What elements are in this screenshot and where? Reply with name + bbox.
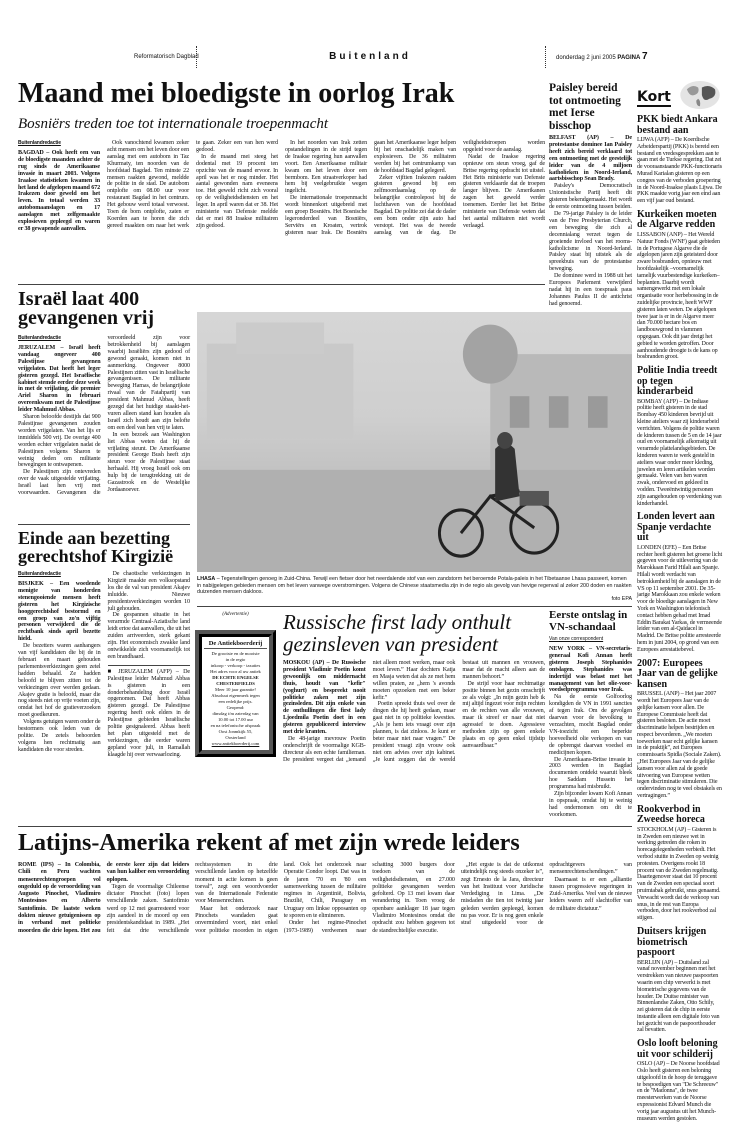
globe-icon <box>679 80 721 110</box>
byline: Buitenlandredactie <box>18 571 61 577</box>
ad-title: De Antiekboerderij <box>204 640 267 649</box>
kort-text: OSLO (AP) – De Noorse hoofdstad Oslo heeft gisteren een beloning uitgeloofd in de hoop de teruggave te bespoedigen van "De Schreeuw" en de "Madonna", de twee meesterwerken van de Noorse expressionist Edvard Munch die vorig jaar augustus uit het Munch-museum werden gestolen. <box>637 1061 720 1122</box>
paisley-body <box>549 135 632 308</box>
paragraph: Nadat de Iraakse regering opnieuw om steun vroeg, gaf de Britse regering opdracht tot uitstel. Het Brits ministerie van Defensie gisteren verklaarde dat de troepen langer blijven. De Amerikanen zagen het geweld verder toenemen. Eerder liet het Britse ministerie van Defensie weten dat het aantal militairen niet wordt verlaagd. <box>463 153 545 229</box>
paragraph: De chaotische verkiezingen in Kirgizië maakte een volksopstand los die de val van president Akajev inluidde. Nieuwe presidentsverkiezingen worden 10 juli gehouden. <box>107 571 190 612</box>
paragraph: BELFAST (AP) – De protestantse dominee Ian Paisley heeft zich bereid verklaard tot een ontmoeting met de geestelijk leider van de 4 miljoen katholieken in Noord-Ierland, aartsbisschop Sean Brady. <box>549 135 632 183</box>
date-page <box>556 51 648 62</box>
paragraph: Poetin spreekt thuis wel over de dingen die hij heeft gedaan, maar gaat niet in op politieke kwesties. „Als je hem iets vraagt over zijn plannen, is dat zinloos. Je kunt er beter maar niet naar vragen.” De president vraagt zijn vrouw ook niet om advies over zijn kabinet. „Je kunt zeggen dat de wereld bestaat uit mannen en vrouwen, maar dat de macht alleen aan de mannen behoort.” <box>372 660 545 763</box>
paragraph: Ook vanochtend kwamen zeker acht mensen om het leven door een aanslag met een autobom in Taz Khurmaty, ten noorden van de hoofdstad Bagdad. Ten minste 22 mensen raakten gewond, meldde de politie in de stad. De autobom ontplofte om 08.00 uur voor restaurant Bagdad in het centrum. Het gebouw werd totaal verwoest. Toen de bom ontplofte, zaten er Koerden aan te horen die zich gereed maakten om naar het werk te gaan. Zeker een van hen werd gedood. <box>107 140 278 229</box>
header-divider <box>545 46 546 68</box>
kort-headline: 2007: Europees Jaar van de gelijke kansen <box>637 657 718 690</box>
paragraph: De Palestijnen zijn ontevreden over de vaak uitgestelde vrijlating. Israël laat hen vrij met voorwaarden. Gevangenen die veroordeeld zijn voor betrokkenheid bij aanslagen waarbij Israëliërs zijn gedood of gewond geraakt, komen niet in aanmerking. Ongeveer 8000 Palestijnen zitten vast in Israëlische gevangenissen. De militante beweging Hamas, de belangrijkste rivaal van de Fatahpartij van president Mahmud Abbas, heeft gezegd dat het huidige staakt-het-vuren alleen stand kan houden als Israël zich houdt aan zijn belofte om een deel van hen vrij te laten. <box>18 335 190 497</box>
kort-text: BOMBAY (AFP) – De Indiase politie heeft gisteren in de stad Bombay 450 kinderen bevrijd uit kleine ateliers waar zij kinderarbeid verrichten. Volgens de politie waren de kinderen tussen de 5 en de 14 jaar oud en voornamelijk afkomstig uit verarmde plattelandsgebieden. De kinderen waren te werk gesteld in ateliers waar onder meer kleding, juwelen en leren artikelen worden gemaakt. Velen van hen waren zwak, ondervoed en gekleed in vodden. Tweeëntwintig personen zijn aangehouden op verdenking van kinderhandel. <box>637 398 722 507</box>
ad-website-link[interactable]: www.antiekboerderij.com <box>211 741 260 746</box>
kort-text: BRUSSEL (ANP) – Het jaar 2007 wordt het Europees Jaar van de gelijke kansen voor allen. De Europese Commissie heeft dat gisteren besloten. De actie moet discriminatie helpen bestrijden en respect bevorderen. „We moeten toewerken naar echt gelijke kansen in de praktijk”, zei Europees commissaris Spidla (Sociale Zaken). „Het Europees Jaar van de gelijke kansen voor allen zal de goede uitvoering van Europese wetten tegen discriminatie stimuleren. Die ondervinden nog te veel obstakels en vertragingen.” <box>637 691 722 800</box>
paragraph: De dominee werd in 1988 uit het Europees Parlement verwijderd nadat hij in een toespraak paus Johannes Paulus II de antichrist had genoemd. <box>549 273 632 307</box>
ad-line: dinsdag t/m zaterdag van <box>212 711 259 716</box>
eerste-body <box>549 646 632 819</box>
date: donderdag 2 juni 2005 <box>556 55 616 61</box>
paragraph: BISJKEK – Een woedende menigte van honderden stenengooiende mensen heeft gisteren het Kirgizische hooggerechtshof bestormd en een groep van zo'n vijftig personen verwijderd die de rechtbank sinds april bezette hield. <box>18 581 101 643</box>
einde-headline: Einde aan bezetting gerechtshof Kirgizië <box>18 528 174 566</box>
divider <box>18 284 545 285</box>
divider <box>197 606 632 607</box>
divider <box>18 524 190 525</box>
russische-headline: Russische first lady onthult gezinsleven van president <box>283 610 512 656</box>
paragraph: Paisley's Democratisch Unionistische Partij heeft dit gisteren bekendgemaakt. Het wordt de eerste ontmoeting tussen beiden. <box>549 183 632 211</box>
kort-headline: Duitsers krijgen biometrisch paspoort <box>637 926 707 959</box>
paragraph: Na de eerste Golfoorlog kondigden de VN in 1991 sancties af tegen Irak. Om de gevolgen daarvan voor de bevolking te verzachten, mocht Bagdad onder VN-toezicht een beperkte hoeveelheid olie verkopen en van de opbrengst daarvan voedsel en medicijnen kopen. <box>549 694 632 756</box>
photo-credit: foto EPA <box>611 595 632 602</box>
main-headline: Maand mei bloedigste in oorlog Irak <box>18 78 455 109</box>
israel-headline: Israël laat 400 gevangenen vrij <box>18 288 155 329</box>
russische-body <box>283 660 545 764</box>
paragraph: De strijd voor haar rechtmatige positie binnen het gezin omschrijft ze als volgt: „In mijn gezin heb ik mij altijd ingezet voor mijn rechten en de rechten van alle vrouwen, maar ik streef er naar dat niet agressief te doen. Agressieve methoden zijn op geen enkele plaats en op geen enkel tijdstip aanvaardbaar.” <box>462 680 545 749</box>
paragraph: In de maand mei steeg het dodental met 19 procent ten opzichte van de maand ervoor. In april was het er nog minder. Het aantal gewonden nam eveneens toe. Het geweld richt zich vooral op de veiligheidsdiensten en het leger. In april waren dat er 38. Het ministerie van Defensie meldde dat er mei 88 Iraakse militairen zijn gedood. <box>196 153 278 229</box>
kort-item <box>637 512 722 653</box>
news-photo-cyclist-lhasa <box>197 312 632 572</box>
kort-text: LIJWA (AFP) – De Koerdische Arbeiderspartij (PKK) is bereid een bestand en vredesgesprekken aan te gaan met de Turkse regering. Dat zei de vooraanstaande PKK-functionaris Murad Karialan gisteren op een congres van de verboden groepering in de Noord-Iraakse plaats Lijwa. De PKK maakte vorig jaar een eind aan een vijf jaar oud bestand. <box>637 137 722 205</box>
kort-headline: PKK biedt Ankara bestand aan <box>637 114 718 136</box>
kort-item <box>637 210 722 361</box>
kort-headline: Politie India treedt op tegen kinderarbeid <box>637 365 718 398</box>
kort-headline: Rookverbod in Zweedse horeca <box>637 803 705 826</box>
divider <box>18 826 632 827</box>
byline: Van onze correspondent <box>549 636 604 642</box>
ad-label: (Advertentie) <box>222 612 249 617</box>
kort-headline: Londen levert aan Spanje verdachte uit <box>637 511 715 544</box>
ad-line: Absoluut eigenmerk tegen <box>211 693 260 698</box>
byline: Buitenlandredactie <box>18 140 61 146</box>
israel-article <box>18 290 190 497</box>
kort-item <box>637 1039 722 1122</box>
paisley-article <box>549 82 632 308</box>
kort-headline: Oslo looft beloning uit voor schilderij <box>637 1038 718 1060</box>
paragraph: NEW YORK – VN-secretaris-generaal Kofi Annan heeft gisteren Joseph Stephanides ontslagen. Stephanides was indertijd was belast met het management van het olie-voor-voedselprogramma voor Irak. <box>549 646 632 694</box>
paragraph: Tegen de voormalige Chileense dictator Pinochet (foto) lopen verschillende zaken. Santofimio werd op 12 mei gearresteerd voor zijn aandeel in de moord op een presidentskandidaat in 1989. „Het feit dat drie verschillende rechtssystemen in drie verschillende landen op hetzelfde moment in actie komen is geen toeval”, zegt een woordvoerder van de Internationale Federatie voor Mensenrechten. <box>106 862 278 934</box>
byline: Buitenlandredactie <box>18 335 61 341</box>
kort-text: LISSABON (ANP) – Het Wereld Natuur Fonds (WNF) gaat gebieden in de Portugese Algarve die de afgelopen jaren zijn geteisterd door zware bosbranden, opnieuw met hoofdzakelijk –voornamelijk tamelijk vuurbestendige kurkeiken– beplanten. Daarbij wordt samengewerkt met een lokale organisatie voor herbebossing in de zuidelijke provincie, heeft WWF gisteren laten weten. De afgelopen twee jaar is er in de Algarve meer dan 70.000 hectare bos en landbouwgrond in vlammen opgegaan. Ook dit jaar dreigt het gebied te worden getroffen. Door aanhoudende droogte is de kans op bosbranden groot. <box>637 231 720 361</box>
paragraph: In een bezoek aan Washington liet Abbas weten dat hij de vrijlating steunt. De Amerikaanse president George Bush heeft zijn steun voor de Palestijnse staat herhaald. Hij vroeg Israël ook om hulp bij de terugtrekking uit de Gazastrook en de Westelijke Jordaanoever. <box>107 431 190 493</box>
ad-line: CHESTERFIELDS <box>216 681 255 686</box>
kort-item <box>637 115 722 205</box>
russische-article <box>283 611 545 764</box>
page-number: 7 <box>641 51 648 62</box>
ad-line: Oost Jonmkijk 55, <box>218 729 253 734</box>
paragraph: Volgens getuigen waren onder de bestormers ook leden van de politie. De zetels behoorden volgens hen rechtmatig aan kandidaten die voor streden. <box>18 719 101 753</box>
ad-line: Meer 10 jaar garantie! <box>215 687 256 692</box>
paragraph: De 79-jarige Paisley is de leider van de Free Presbyterian Church, een beweging die zich al decennialang verzet tegen de groeiende invloed van het rooms-katholicisme in Noord-Ierland. Paisley staat bij uitstek als de spreekbuis van de protestantse beweging. <box>549 210 632 273</box>
ad-line: inkoop - verkoop - taxaties <box>210 663 261 668</box>
main-article <box>18 80 545 237</box>
kort-item <box>637 659 722 800</box>
paragraph: In het noorden van Irak zetten opstandelingen in de strijd tegen de Iraakse regering hun aanvallen voort. Een Amerikaanse militair kwam om het leven door een bermbom. Een straatverkoper had hem bij veelgebruikte wegen ingelicht. <box>285 140 367 195</box>
paper-name: Reformatorisch Dagblad <box>134 54 199 60</box>
paragraph: Sharon beloofde destijds dat 900 Palestijnse gevangenen zouden worden vrijgelaten. Van het lijs er inmiddels 500 vrij. De overige 400 worden echter vrijgelaten nadat de Palestijnen volgens Sharon te weinig deden om militante bewegingen te ontwapenen. <box>18 414 101 469</box>
kort-text: STOCKHOLM (AP) – Gisteren is in Zweden een nieuwe wet in werking getreden die roken in horecagelegenheden verbiedt. Het verbod stuitte in Zweden op weinig protesten. Overigens rookt 18 procent van de Zweden regelmatig. Daartegenover staat dat 10 procent van de Zweden een speciaal soort pruimtabak gebruikt, snus genaamd. Verwacht wordt dat de verkoop van snus, in de rest van Europa verboden, door het rookverbod zal stijgen. <box>637 826 721 922</box>
ad-line: Oosterland <box>225 735 246 740</box>
paragraph: Zijn bijzonder kwam Kofi Annan in opspraak, omdat hij te weinig had ondernomen om dit te voorkomen. <box>549 791 632 818</box>
paragraph: Maar het onderzoek naar Pinochets wandaden gaat onverminderd voort, niet enkel voor politieke moorden in eigen land. Ook het onderzoek naar Operatie Condor loopt. Dat was in de jaren '70 en '80 een samenwerking tussen de militaire regimes in Argentinië, Bolivia, Brazilië, Chili, Paraguay en Uruguay om linkse opposanten op te sporen en te elimineren. <box>195 862 367 934</box>
paragraph: De 48-jarige mevrouw Poetin onderschrijft de voormalige KGB-directeur als een echte familieman. De president vergeet dat „iemand niet alleen moet werken, maar ook moet leven.” Haar dochters Katja en Masja weten dat als ze met hem willen praten, ze „hem 's avonds moeten opzoeken met een beker kefir.” <box>283 660 456 763</box>
kort-item <box>637 366 722 507</box>
kort-text: BERLIJN (AP) – Duitsland zal vanaf november beginnen met het verstrekken van nieuwe paspoorten waarin een chip verwerkt is met biometrische gegevens van de houder. De Duitse minister van Binnenlandse Zaken, Otto Schily, zei gisteren dat de chip in eerste instantie alleen een digitale foto van het gezicht van de paspoorthouder zal bevatten. <box>637 959 720 1034</box>
ad-line: en na telefonische afspraak <box>210 723 261 728</box>
caption-place: LHASA <box>197 576 216 582</box>
header-divider <box>196 46 197 68</box>
paragraph: MOSKOU (AP) – De Russische president Vladimir Poetin komt gewoonlijk om middernacht thuis, houdt van "kefir" (yoghurt) en bespreekt nooit politieke zaken met zijn gezinsleden. Dit zijn enkele van de onthullingen die first lady Ljoedmila Poetin doet in een gisteren gepubliceerd interview met drie kranten. <box>283 660 366 736</box>
page-label: PAGINA <box>617 55 641 61</box>
photo-caption <box>197 576 632 602</box>
ad-line: Het adres voor al uw antiek <box>210 669 261 674</box>
kort-title: Kort <box>637 89 671 105</box>
paragraph: De bezetters waren aanhangers van vijf kandidaten die bij de in februari en maart gehouden parlementsverkiezingen geen zetel hadden behaald. Ze hadden beloofd te blijven zitten tot de verkiezingen over werden gedaan. Akajev gratie is beloofd, maar die nog steeds niet op vrije voeten zijn, omdat het hof de gratieverzoeken moet goedkeuren. <box>18 643 101 719</box>
ad-line: DE ECHTE ENGELSE <box>212 675 259 680</box>
latijns-headline: Latijns-Amerika rekent af met zijn wrede leiders <box>18 830 520 856</box>
main-article-body <box>18 140 545 237</box>
paragraph: De gespannen situatie in het verarmde Centraal-Aziatische land leidt ertoe dat aanvallers, die uit het zuiden arriveerden, sterk gekant zijn. Het economisch zwakke land ontwikkelde zich voornamelijk tot een brandhaard. <box>107 612 190 660</box>
main-subhead: Bosniërs treden toe tot internationale troepenmacht <box>18 116 329 132</box>
advertisement-antiekboerderij[interactable] <box>195 630 276 757</box>
section-title: Buitenland <box>329 51 411 62</box>
kort-text: LONDEN (EFE) – Een Britse rechter heeft gisteren het groene licht gegeven voor de uitlevering van de Marokkaan Farid Hilali aan Spanje. Hilali wordt verdacht van betrokkenheid bij de aanslagen in de VS op 11 september 2001. De 35-jarige Marokkaan zou enkele weken voor de bloedige aanslagen in New York en Washington telefonisch contact hebben gehad met Imad Eddin Barakat Yarkas, de vermeende leider van een al-Qaidacel in Madrid. De Britse politie arresteerde hem in juni 2004, op grond van een Europees arrestatiebevel. <box>637 544 723 653</box>
ad-line: De grootste en de mooiste <box>211 651 260 656</box>
paragraph: Daarnaast is er een „alliantie tussen progressieve regeringen in Zuid-Amerika. Veel van de nieuwe leiders waren zelf slachtoffer van de militaire dictatuur.” <box>549 876 632 912</box>
kort-headline: Kurkeiken moeten de Algarve redden <box>637 208 717 231</box>
latijns-body <box>18 862 632 935</box>
paragraph: ■ JERUZALEM (AFP) – De Palestijnse leider Mahmud Abbas is gisteren in een donderbehandeling door Israël opgenomen. Dat heeft Abbas gisteren gezegd. De Palestijnse regering heeft ook elders in de Palestijnse gebieden Israëlische politie gesignaleerd. Abbas heeft het plan uitgesteld met de verkiezingen, die eerder waren gepland voor juli, in Ramallah klaagde hij over verwaarlozing. <box>107 668 190 758</box>
kort-column <box>637 80 722 1122</box>
caption-text: – Tegenstellingen genoeg in Zuid-China. Terwijl een fietser door het neerdalende stof van een zandstorm het beroemde Potala-paleis in het Tibetaanse Lhasa passeert, komen in nabijgelegen gebieden mensen om het leven vanwege overstromingen. Volgens de Chinese staatsmedia zijn in de regio als gevolg van hevige regenval al zeker 200 doden en raakten duizenden mensen dakloos. <box>197 576 632 595</box>
eerste-headline: Eerste ontslag in VN-schandaal <box>549 609 628 633</box>
kort-header <box>637 80 722 110</box>
paragraph: JERUZALEM – Israël heeft vandaag ongeveer 400 Palestijnse gevangenen vrijgelaten. Dat heeft het leger gisteren gezegd. Het Israëlische kabinet stemde eerder deze week in met de vrijlating, die premier Ariel Sharon in februari overeenkwam met de Palestijnse leider Mahmud Abbas. <box>18 345 101 414</box>
kort-item <box>637 805 722 922</box>
einde-article <box>18 529 190 759</box>
paragraph: BAGDAD – Ook heeft een van de bloedigste maanden achter de rug sinds de Amerikaanse invasie in maart 2003. Volgens Iraakse statistieken kwamen in het land de afgelopen maand 672 Irakezen door geweld om het leven. In totaal werden 33 autobomaanslagen en 17 aanslagen met zelfgemaakte explosieven gepleegd en waren er 38 gewapende aanvallen. <box>18 150 100 232</box>
eerste-article <box>549 609 632 819</box>
latijns-article <box>18 831 632 935</box>
ad-line: in de regio <box>225 657 246 662</box>
photo-image <box>197 312 632 572</box>
ad-line: Geopend: <box>226 705 245 710</box>
paragraph: Onder het regime-Pinochet (1973-1989) verdwenen naar schatting 3000 burgers door toedoen van de veiligheidsdiensten, en 27.000 politieke gevangenen werden gefolterd. Op 13 mei kwam daar verandering in. Toen vroeg de openbare aanklager 18 jaar tegen Vladimiro Montesinos omdat die opdracht zou hebben gegeven tot de standrechtelijke executie. <box>283 862 455 934</box>
paragraph: De internationale troepenmacht wordt binnenkort uitgebreid met een groep Bosniërs. Het Bosnische legeronderdeel van Bosniërs, Serviërs en Kroaten, vertrok gisteren naar Irak. De Bosniërs gaan het Amerikaanse leger helpen bij het onschadelijk maken van explosieven. De 36 militairen werden bij het centrumkamp van de hoofdstad Bagdad gelegerd. <box>285 140 456 236</box>
jeruzalem-brief <box>108 665 191 759</box>
paragraph: De Amerikaans-Britse invasie in 2003 werden in Bagdad documenten ontdekt waaruit bleek hoe Saddam Hussein het programma had misbruikt. <box>549 756 632 791</box>
israel-body <box>18 335 190 497</box>
paragraph: ROME (IPS) – In Colombia, Chili en Peru wachten mensenrechtengroepen vol ongeduld op de veroordeling van Augusto Pinochet, Vladimiro Montesinos en Alberto Santofimio. De laatste weken dokten nieuwe getuigenissen op in verband met politieke moorden die drie lopen. Het zou de eerste keer zijn dat leiders van hun kaliber een veroordeling oplopen. <box>18 862 190 934</box>
paragraph: Zeker vijftien Irakezen raakten gisteren gewond bij een zelfmoordaanslag op de belangrijke controlepost bij de luchthaven van de hoofdstad Bagdad. De politie zei dat de dader een bom onder zijn auto had verstopt. Het was de tweede aanslag van de dag. De veiligheidstroepen worden opgeleid voor de aanslag. <box>374 140 545 236</box>
ad-line: een redelijke prijs. <box>218 699 253 704</box>
kort-item <box>637 927 722 1034</box>
ad-line: 10.00 tot 17.00 uur <box>217 717 254 722</box>
einde-body <box>18 571 190 759</box>
paisley-headline: Paisley bereid tot ontmoeting met Ierse bisschop <box>549 82 621 132</box>
paragraph: „Het ergste is dat de uitkomst uiteindelijk nog steeds onzeker is”, zegt Ernesto de la Jara, directeur van het Instituut voor Juridische Verdediging in Lima. „De misdaden die tien tot twintig jaar geleden werden gepleegd, komen nu pas voor. Er is nog geen enkele straf uitgedeeld voor de opdrachtgevers van mensenrechtenschendingen.” <box>460 862 632 927</box>
